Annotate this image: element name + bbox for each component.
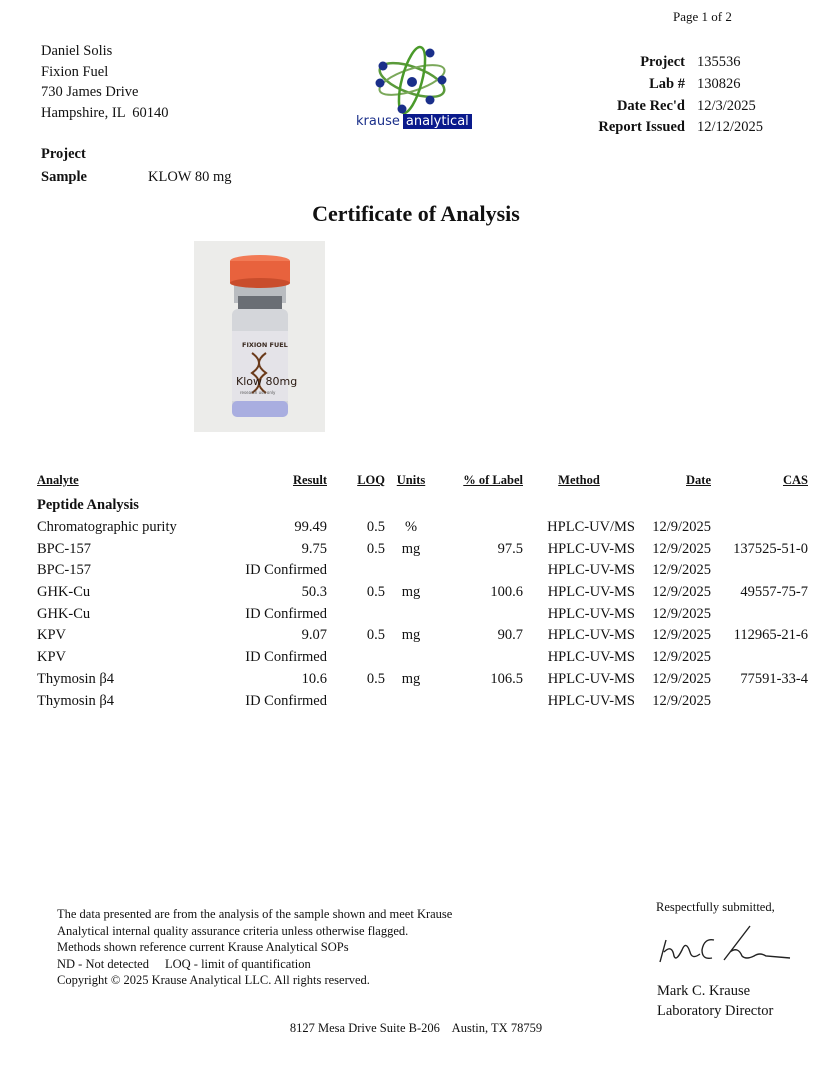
col-pct-label: % of Label [463, 473, 523, 487]
project-label: Project [41, 146, 86, 162]
sample-vial-photo [194, 241, 325, 432]
results-table [37, 473, 808, 712]
signer-name: Mark C. Krause [657, 983, 751, 999]
table-row: BPC-157 ID Confirmed HPLC-UV-MS 12/9/2025 [37, 562, 711, 579]
vial-brand: FIXION FUEL [242, 341, 288, 349]
client-name: Daniel Solis [41, 43, 113, 59]
footer-address: 8127 Mesa Drive Suite B-206 Austin, TX 78759 [289, 1021, 543, 1035]
meta-report-issued: Report Issued 12/12/2025 [598, 119, 764, 136]
krause-analytical-logo [350, 38, 480, 138]
sample-label: Sample [41, 169, 87, 185]
logo-word-analytical: analytical [403, 114, 472, 129]
handwritten-signature-icon [652, 922, 792, 974]
col-units: Units [396, 473, 426, 487]
client-city: Hampshire, IL 60140 [41, 104, 169, 121]
signer-info [657, 982, 773, 1021]
table-row: Chromatographic purity 99.49 0.5 % HPLC-UV/MS 12/9/2025 [37, 519, 711, 536]
table-row: Thymosin β4 10.6 0.5 mg 106.5 HPLC-UV-MS 12/9/2025 77591-33-4 [37, 670, 808, 687]
table-row: GHK-Cu 50.3 0.5 mg 100.6 HPLC-UV-MS 12/9/2025 49557-75-7 [37, 584, 808, 601]
col-date: Date [686, 473, 711, 487]
vial-image [194, 241, 325, 432]
client-company: Fixion Fuel [41, 63, 109, 80]
page-indicator: Page 1 of 2 [673, 9, 732, 24]
table-row: KPV 9.07 0.5 mg 90.7 HPLC-UV-MS 12/9/2025 112965-21-6 [37, 627, 808, 644]
col-method: Method [558, 473, 600, 487]
col-loq: LOQ [357, 473, 385, 487]
meta-lab-number: Lab # 130826 [649, 76, 741, 93]
table-row: KPV ID Confirmed HPLC-UV-MS 12/9/2025 [37, 649, 711, 666]
vial-product: Klow 80mg [236, 375, 298, 388]
disclaimer-notes: The data presented are from the analysis of the sample shown and meet Krause Analytical internal quality assurance criteria unless otherwise flagged. Methods shown reference current Krause Analytical SOPs ND - Not detected LOQ - limit of quantification Copyright © 2025 Krause Analytical LLC. All rights reserved. [57, 907, 453, 987]
meta-date-received: Date Rec'd 12/3/2025 [616, 97, 756, 114]
table-row: Thymosin β4 ID Confirmed HPLC-UV-MS 12/9/2025 [37, 692, 711, 709]
signer-role: Laboratory Director [657, 1002, 774, 1019]
section-row-peptide-analysis: Peptide Analysis [37, 497, 139, 514]
col-cas: CAS [782, 473, 808, 487]
sample-value: KLOW 80 mg [148, 169, 232, 185]
report-metadata [570, 52, 763, 139]
vial-subtext: research use only [240, 390, 276, 395]
signature-image [652, 922, 792, 974]
signature-closing: Respectfully submitted, [656, 900, 775, 914]
table-row: BPC-157 9.75 0.5 mg 97.5 HPLC-UV-MS 12/9/2025 137525-51-0 [37, 540, 808, 557]
table-row: GHK-Cu ID Confirmed HPLC-UV-MS 12/9/2025 [37, 605, 711, 622]
client-address [41, 41, 169, 123]
table-header-row [37, 473, 808, 495]
client-street: 730 James Drive [41, 84, 139, 100]
logo-word-krause: krause [356, 114, 400, 129]
meta-project: Project 135536 [640, 54, 741, 71]
col-result: Result [292, 473, 327, 487]
col-analyte: Analyte [37, 473, 79, 487]
document-title: Certificate of Analysis [312, 201, 520, 226]
